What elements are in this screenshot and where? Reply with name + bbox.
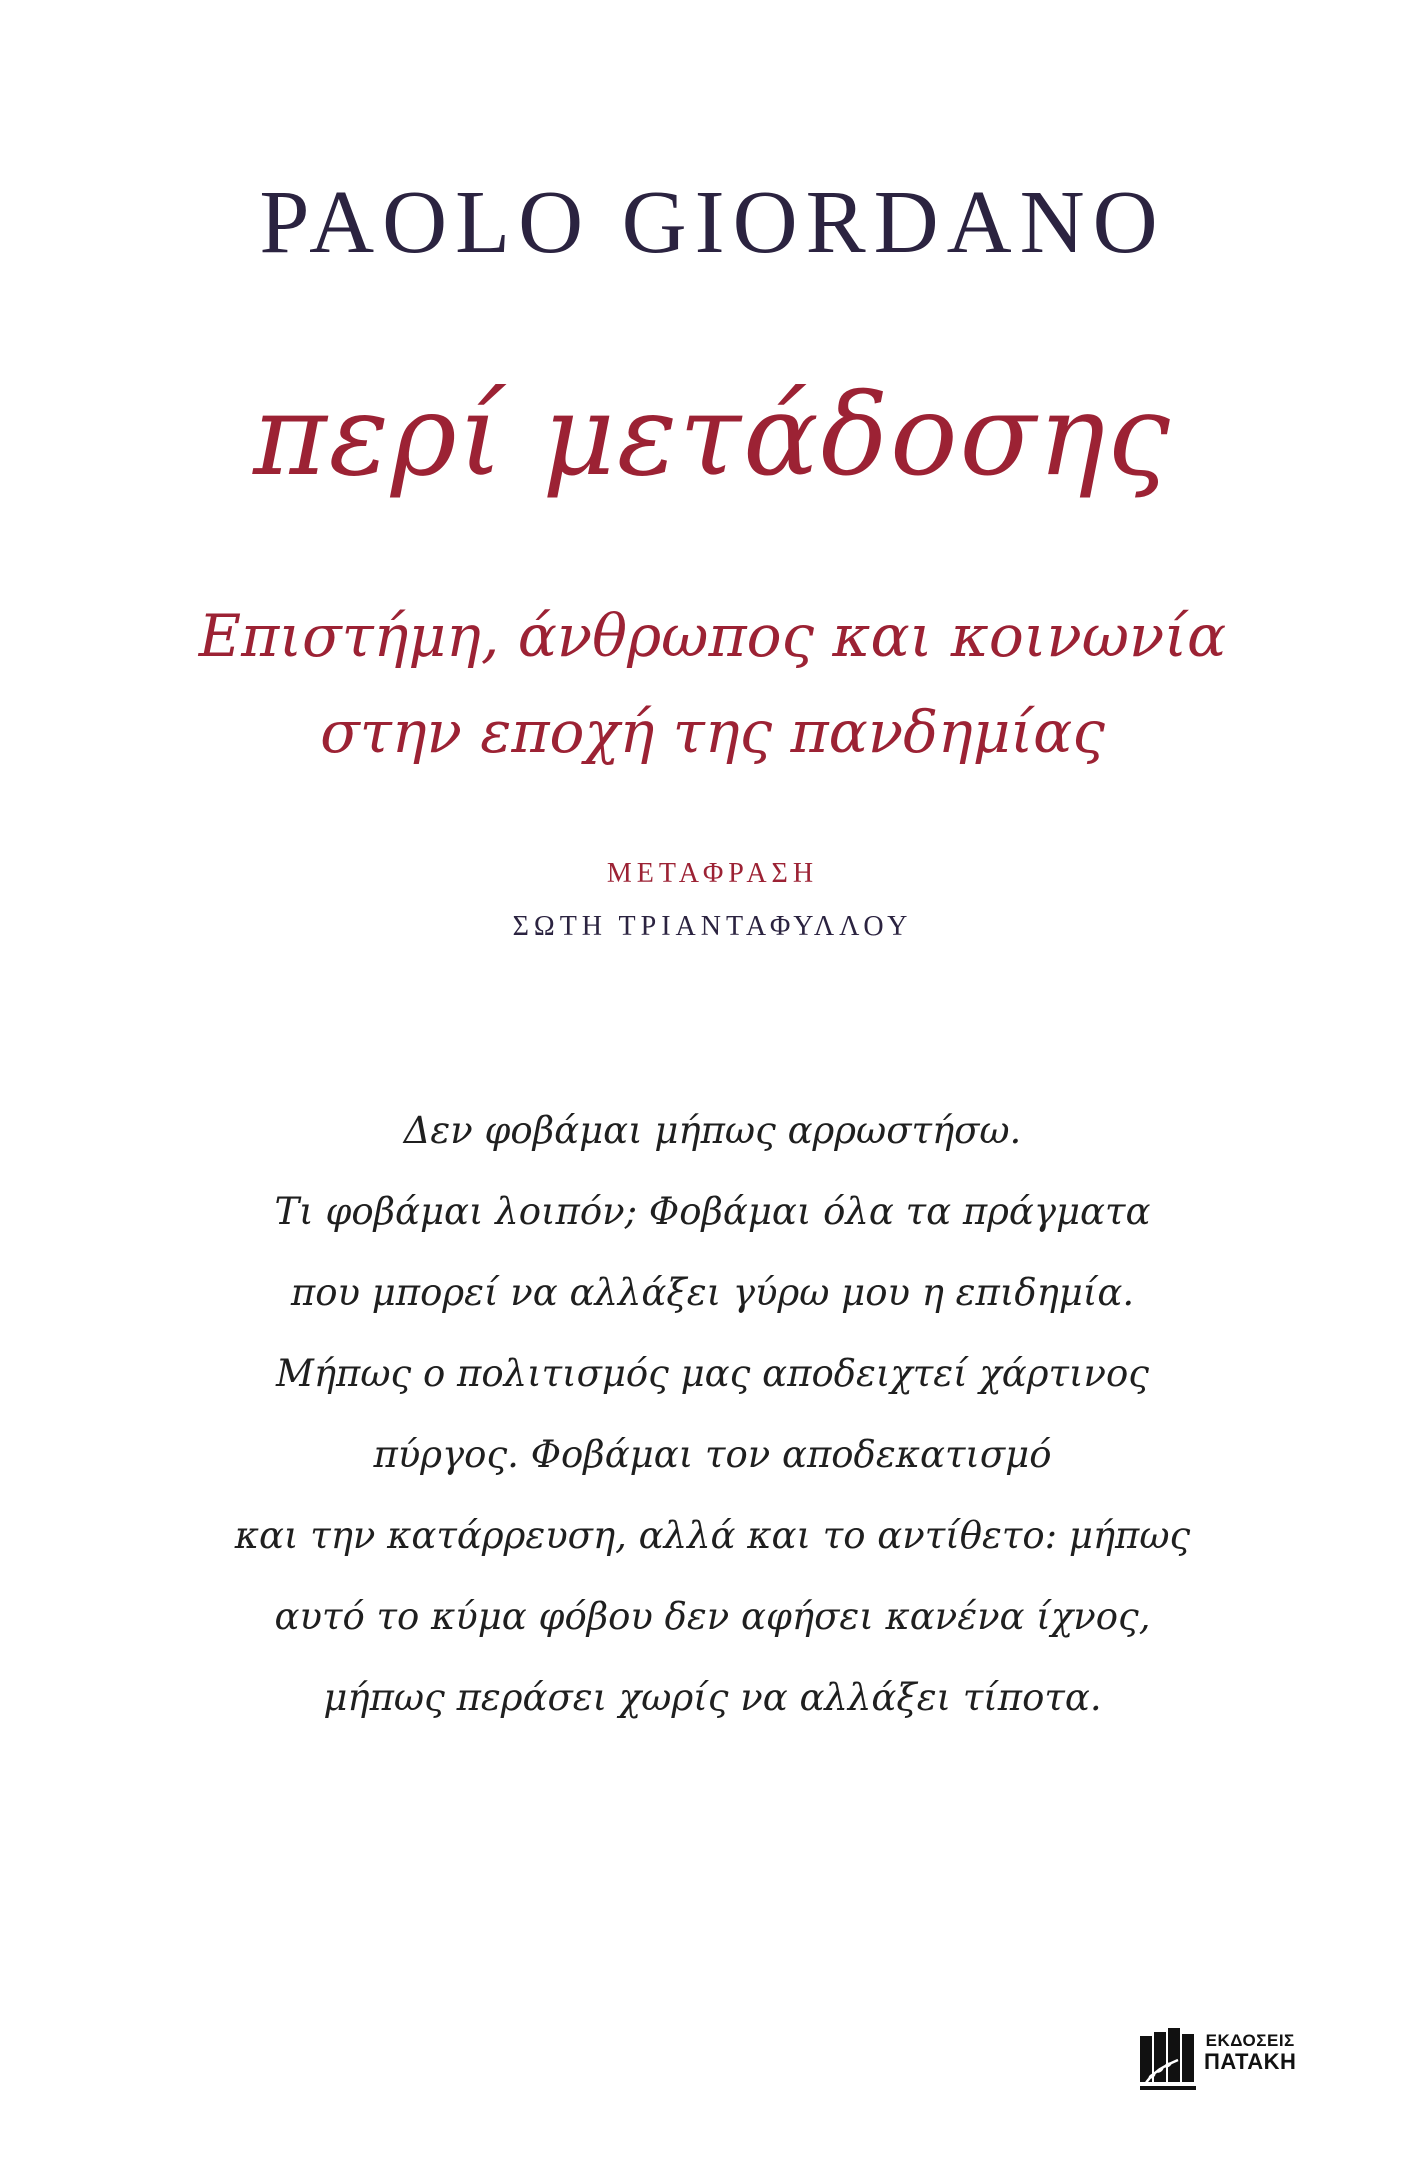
excerpt-line: αυτό το κύμα φόβου δεν αφήσει κανένα ίχνος, (274, 1595, 1151, 1638)
publisher-logo (1138, 2026, 1297, 2092)
excerpt-line: και την κατάρρευση, αλλά και το αντίθετο: μήπως (234, 1514, 1191, 1557)
excerpt-line: Δεν φοβάμαι μήπως αρρωστήσω. (403, 1109, 1022, 1152)
cover-excerpt (0, 1090, 1425, 1738)
author-name: PAOLO GIORDANO (259, 173, 1166, 272)
publisher-line2: ΠΑΤΑΚΗ (1204, 2048, 1297, 2074)
book-subtitle (0, 588, 1425, 780)
publisher-line1: ΕΚΔΟΣΕΙΣ (1205, 2031, 1295, 2050)
publisher-name (1204, 2032, 1296, 2073)
excerpt-line: Τι φοβάμαι λοιπόν; Φοβάμαι όλα τα πράγματα (274, 1190, 1151, 1233)
excerpt-line: πύργος. Φοβάμαι τον αποδεκατισμό (373, 1433, 1052, 1476)
subtitle-line: Επιστήμη, άνθρωπος και κοινωνία (198, 602, 1227, 670)
subtitle-line: στην εποχή της πανδημίας (320, 698, 1105, 766)
excerpt-line: Μήπως ο πολιτισμός μας αποδειχτεί χάρτινος (275, 1352, 1150, 1395)
publisher-books-icon (1138, 2026, 1198, 2092)
translation-label: ΜΕΤΑΦΡΑΣΗ (606, 858, 819, 889)
book-title: περί μετάδοσης (253, 371, 1172, 501)
excerpt-line: μήπως περάσει χωρίς να αλλάξει τίποτα. (323, 1676, 1102, 1719)
translator-name: ΣΩΤΗ ΤΡΙΑΝΤΑΦΥΛΛΟΥ (512, 911, 913, 942)
excerpt-line: που μπορεί να αλλάξει γύρω μου η επιδημία. (290, 1271, 1135, 1314)
